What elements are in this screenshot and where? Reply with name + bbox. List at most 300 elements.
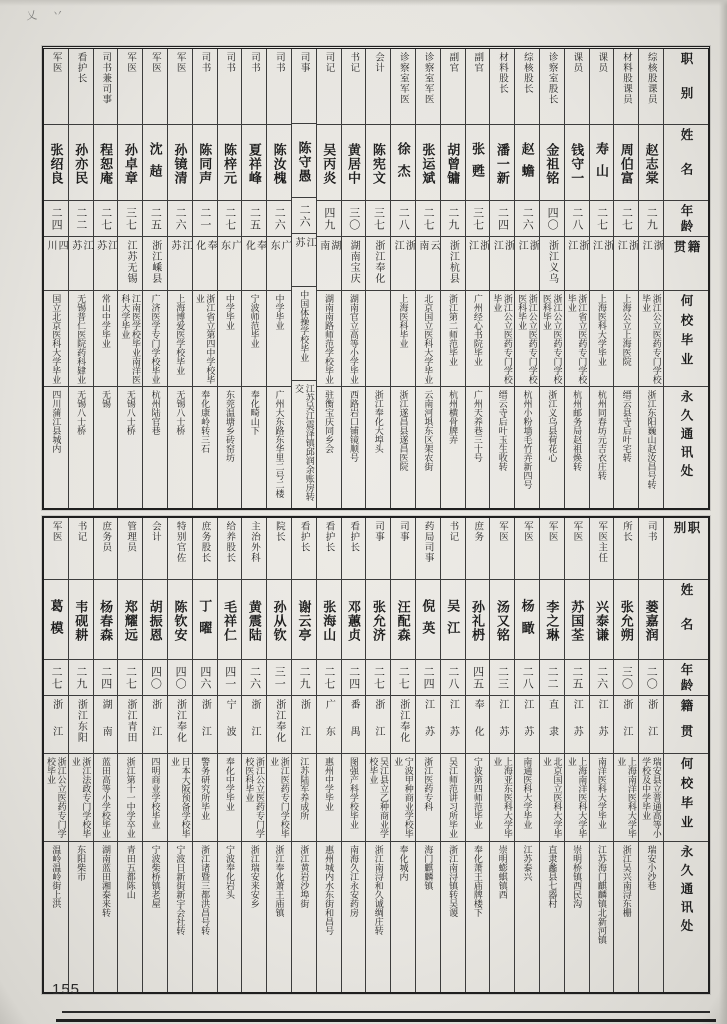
school-text: 上海医科毕业 xyxy=(398,294,409,348)
address-text: 杭州小粉墙毛竹弄新四号 xyxy=(522,390,533,489)
address-text: 无锡八士桥 xyxy=(76,390,87,435)
age-cell xyxy=(292,660,316,696)
job-cell xyxy=(193,49,217,125)
name-text: 赵蟾 xyxy=(519,142,535,186)
origin-cell xyxy=(193,696,217,754)
origin-text: 浙江奉化 xyxy=(273,699,285,743)
age-text: 二七 xyxy=(595,206,608,231)
name-cell xyxy=(168,125,192,201)
age-text: 二二 xyxy=(74,206,87,231)
address-cell xyxy=(466,387,490,508)
school-cell xyxy=(193,754,217,842)
school-text: 湖南南路师范学校毕业 xyxy=(324,294,335,384)
school-cell xyxy=(540,754,564,842)
address-cell xyxy=(94,842,118,992)
school-text: 浙江公立医药专门学校医科毕业 xyxy=(244,757,265,838)
age-text: 四五 xyxy=(471,665,484,690)
name-cell xyxy=(267,125,291,201)
school-cell xyxy=(614,754,638,842)
address-text: 驻衡宝庆同乡会 xyxy=(324,390,335,453)
school-text: 图强产科学校毕业 xyxy=(348,757,359,829)
address-cell xyxy=(515,387,539,508)
job-text: 会计 xyxy=(373,52,385,73)
origin-text: 广东 xyxy=(323,699,335,753)
address-cell xyxy=(416,842,440,992)
origin-cell xyxy=(366,696,390,754)
school-text: 瑞安县立普通高等小学校及中学毕业 xyxy=(641,757,662,838)
age-cell xyxy=(490,660,514,696)
row-label-text: 职别 xyxy=(679,52,693,121)
age-text: 三七 xyxy=(124,206,137,231)
person-column xyxy=(168,518,193,992)
name-text: 韦砚耕 xyxy=(73,600,89,642)
origin-cell xyxy=(540,696,564,754)
school-cell xyxy=(69,291,93,387)
row-label-age xyxy=(664,660,708,696)
address-text: 直隶蠡县七器村 xyxy=(547,845,558,908)
person-column xyxy=(44,518,69,992)
address-text: 奉化康岭转三石 xyxy=(200,390,211,453)
school-text: 南洋医科大学毕业 xyxy=(596,757,607,829)
person-column xyxy=(590,49,615,508)
age-text: 二七 xyxy=(372,665,385,690)
origin-cell xyxy=(168,696,192,754)
school-text: 北京国立医科大学毕业 xyxy=(423,294,434,384)
age-cell xyxy=(540,660,564,696)
origin-text: 浙江杭县 xyxy=(447,240,459,284)
name-cell xyxy=(441,125,465,201)
age-cell xyxy=(143,201,167,237)
name-cell xyxy=(590,580,614,660)
name-text: 吴丙炎 xyxy=(321,143,337,185)
address-cell xyxy=(242,387,266,508)
name-cell xyxy=(69,125,93,201)
name-cell xyxy=(614,125,638,201)
address-cell xyxy=(540,387,564,508)
job-text: 军医 xyxy=(125,52,137,73)
origin-text: 浙江东阳 xyxy=(75,699,87,743)
school-cell xyxy=(366,291,390,387)
address-text: 奉化畸山下 xyxy=(249,390,260,435)
age-text: 二一 xyxy=(198,206,211,231)
name-text: 胡曾镛 xyxy=(445,143,461,185)
age-text: 二七 xyxy=(124,665,137,690)
origin-cell xyxy=(441,696,465,754)
school-text: 湖南官立高等小学毕业 xyxy=(348,294,359,384)
name-text: 金祖铭 xyxy=(544,143,560,185)
address-cell xyxy=(317,842,341,992)
job-cell xyxy=(490,518,514,580)
age-text: 二八 xyxy=(570,206,583,231)
school-cell xyxy=(639,291,663,387)
address-cell xyxy=(441,387,465,508)
school-text: 中国体操学校毕业 xyxy=(299,289,310,362)
job-cell xyxy=(44,518,68,580)
name-text: 杨瞰 xyxy=(519,599,535,643)
age-text: 三七 xyxy=(471,206,484,231)
origin-text: 云南 xyxy=(416,240,440,267)
origin-cell xyxy=(441,237,465,291)
name-cell xyxy=(94,125,118,201)
address-text: 惠州城内水东街和昌号 xyxy=(324,845,335,935)
origin-cell xyxy=(168,237,192,291)
job-text: 副官 xyxy=(472,52,484,73)
address-text: 无锡八士桥 xyxy=(125,390,136,435)
name-text: 钱守一 xyxy=(569,143,585,185)
origin-text: 浙江奉化 xyxy=(174,699,186,743)
school-text: 吴江县立乙种商业学校毕业 xyxy=(368,757,389,838)
job-cell xyxy=(515,49,539,125)
origin-cell xyxy=(44,237,68,291)
address-text: 宁波柴桥镇老屋 xyxy=(150,845,161,908)
school-cell xyxy=(242,754,266,842)
name-cell xyxy=(143,580,167,660)
school-cell xyxy=(416,291,440,387)
name-cell xyxy=(218,580,242,660)
name-text: 孙从钦 xyxy=(271,600,287,642)
origin-cell xyxy=(490,696,514,754)
school-cell xyxy=(342,754,366,842)
person-column xyxy=(342,49,367,508)
address-cell xyxy=(590,387,614,508)
origin-cell xyxy=(218,696,242,754)
school-cell xyxy=(590,754,614,842)
school-text: 广济医学专门学校毕业 xyxy=(150,294,161,384)
name-cell xyxy=(242,580,266,660)
school-text: 浙江公立医药专门学校医科毕业 xyxy=(517,294,538,384)
school-cell xyxy=(118,291,142,387)
school-text: 上海南洋医科大学毕业 xyxy=(616,757,637,838)
age-text: 三一 xyxy=(273,665,286,690)
job-text: 主治外科 xyxy=(249,521,261,563)
name-text: 赵志棠 xyxy=(643,143,659,185)
school-text: 上海博爱医学校毕业 xyxy=(175,294,186,375)
school-cell xyxy=(590,291,614,387)
address-text: 东莞温塘乡砖窑坊 xyxy=(224,390,235,462)
school-text: 四明商业学校毕业 xyxy=(150,757,161,829)
job-cell xyxy=(590,49,614,125)
address-text: 浙江南浔和久诚绸庄转 xyxy=(373,845,384,935)
name-text: 潘一新 xyxy=(494,143,510,185)
address-text: 崇明桥镇西民沟 xyxy=(572,845,583,908)
age-text: 二七 xyxy=(620,206,633,231)
job-cell xyxy=(69,518,93,580)
job-cell xyxy=(639,49,663,125)
name-cell xyxy=(540,580,564,660)
origin-text: 浙江 xyxy=(199,699,211,753)
address-text: 广州天养巷三十号 xyxy=(472,390,483,462)
age-cell xyxy=(242,201,266,237)
person-column xyxy=(416,518,441,992)
job-text: 书记 xyxy=(447,521,459,542)
school-cell xyxy=(515,291,539,387)
name-text: 张允济 xyxy=(370,600,386,642)
address-text: 江苏海门麒麟镇北新河镇 xyxy=(596,845,607,944)
name-cell xyxy=(317,125,341,201)
person-column xyxy=(515,49,540,508)
address-cell xyxy=(143,842,167,992)
address-text: 浙江遂昌县遂昌医院 xyxy=(398,390,409,471)
origin-text: 江苏 xyxy=(571,699,583,753)
age-cell xyxy=(366,201,390,237)
age-text: 二七 xyxy=(422,206,435,231)
address-cell xyxy=(44,842,68,992)
school-cell xyxy=(94,291,118,387)
address-text: 温岭温岭街上洪 xyxy=(51,845,62,908)
job-cell xyxy=(168,518,192,580)
address-cell xyxy=(590,842,614,992)
name-cell xyxy=(193,125,217,201)
name-cell xyxy=(342,125,366,201)
person-column xyxy=(639,49,664,508)
scan-edge-shadow-top xyxy=(0,0,727,6)
school-text: 浙江医药专科 xyxy=(423,757,434,811)
origin-cell xyxy=(416,696,440,754)
address-cell xyxy=(69,842,93,992)
person-column xyxy=(69,49,94,508)
row-label-origin xyxy=(664,696,708,754)
address-cell xyxy=(317,387,341,508)
row-label-text: 姓名 xyxy=(679,128,693,197)
age-cell xyxy=(441,660,465,696)
row-label-text: 年龄 xyxy=(679,663,693,694)
name-text: 孙卓章 xyxy=(122,143,138,185)
origin-cell xyxy=(391,237,415,291)
age-cell xyxy=(366,660,390,696)
age-cell xyxy=(69,201,93,237)
origin-cell xyxy=(317,696,341,754)
school-text: 宁波师范毕业 xyxy=(249,294,260,348)
address-text: 江苏泰兴 xyxy=(522,845,533,881)
job-text: 课员 xyxy=(596,52,608,73)
age-text: 二六 xyxy=(298,203,311,228)
address-cell xyxy=(267,842,291,992)
origin-text: 江苏 xyxy=(447,699,459,753)
name-cell xyxy=(366,125,390,201)
school-text: 浙江省立第四中学校毕业 xyxy=(194,294,216,384)
age-cell xyxy=(565,660,589,696)
person-column xyxy=(267,518,292,992)
name-cell xyxy=(639,125,663,201)
row-label-name xyxy=(664,125,708,201)
school-cell xyxy=(118,754,142,842)
school-cell xyxy=(44,754,68,842)
address-cell xyxy=(441,842,465,992)
origin-text: 奉化 xyxy=(472,699,484,753)
school-text: 浙江医药专门学校毕业 xyxy=(269,757,290,838)
origin-cell xyxy=(342,237,366,291)
name-text: 陈宪文 xyxy=(370,143,386,185)
job-cell xyxy=(639,518,663,580)
job-text: 院长 xyxy=(273,521,285,542)
origin-text: 湖南 xyxy=(317,240,340,267)
school-text: 浙江公立医药专门学校毕业 xyxy=(492,294,513,384)
job-text: 司事 xyxy=(298,52,310,73)
name-text: 郑耀远 xyxy=(122,600,138,642)
school-text: 广州经心书院毕业 xyxy=(472,294,483,366)
age-cell xyxy=(441,201,465,237)
row-label-text: 籍贯 xyxy=(679,699,693,750)
address-text: 西路岩口铺镜顺号 xyxy=(348,390,359,462)
next-page-table-edge-line-2 xyxy=(56,1019,716,1022)
name-cell xyxy=(143,125,167,201)
address-text: 南海久江永安药房 xyxy=(348,845,359,917)
row-label-school xyxy=(664,291,708,387)
job-cell xyxy=(366,49,390,125)
name-cell xyxy=(118,125,142,201)
address-cell xyxy=(416,387,440,508)
job-text: 材料股长 xyxy=(497,52,509,94)
job-cell xyxy=(540,518,564,580)
school-cell xyxy=(143,291,167,387)
job-text: 司书 xyxy=(273,52,285,73)
person-column xyxy=(143,49,168,508)
age-text: 二四 xyxy=(422,665,435,690)
school-cell xyxy=(366,754,390,842)
job-cell xyxy=(168,49,192,125)
address-cell xyxy=(342,387,366,508)
job-text: 看护长 xyxy=(75,52,87,84)
address-cell xyxy=(94,387,118,508)
address-text: 浙江东阳巍山赵汝昌号转 xyxy=(646,390,657,489)
page-number: 155 xyxy=(52,981,81,998)
age-text: 二四 xyxy=(50,206,63,231)
school-text: 浙江公立医药专门学校毕业 xyxy=(641,294,662,384)
name-cell xyxy=(490,125,514,201)
school-cell xyxy=(391,291,415,387)
age-cell xyxy=(639,201,663,237)
name-cell xyxy=(366,580,390,660)
origin-cell xyxy=(590,696,614,754)
school-text: 吴江师范讲习所毕业 xyxy=(448,757,459,838)
age-cell xyxy=(614,660,638,696)
address-text: 浙江奉化萧王庙镇 xyxy=(274,845,285,917)
age-cell xyxy=(242,660,266,696)
job-cell xyxy=(193,518,217,580)
name-cell xyxy=(168,580,192,660)
origin-text: 江苏 xyxy=(292,236,316,264)
job-text: 军医 xyxy=(174,52,186,73)
origin-cell xyxy=(565,696,589,754)
age-cell xyxy=(317,201,341,237)
job-cell xyxy=(267,49,291,125)
name-cell xyxy=(242,125,266,201)
person-column xyxy=(366,518,391,992)
person-column xyxy=(366,49,391,508)
age-cell xyxy=(590,201,614,237)
address-text: 宁波奉化岩头 xyxy=(224,845,235,899)
origin-cell xyxy=(143,237,167,291)
job-cell xyxy=(540,49,564,125)
age-cell xyxy=(590,660,614,696)
origin-text: 江苏无锡 xyxy=(124,240,136,284)
address-cell xyxy=(118,842,142,992)
row-label-text: 永久通讯处 xyxy=(679,390,693,483)
school-cell xyxy=(143,754,167,842)
school-cell xyxy=(44,291,68,387)
address-cell xyxy=(614,842,638,992)
address-cell xyxy=(193,387,217,508)
origin-cell xyxy=(515,237,539,291)
address-cell xyxy=(565,842,589,992)
address-cell xyxy=(366,387,390,508)
age-cell xyxy=(44,201,68,237)
school-cell xyxy=(218,291,242,387)
school-cell xyxy=(565,291,589,387)
job-text: 军医 xyxy=(50,52,62,73)
age-text: 二四 xyxy=(99,665,112,690)
age-text: 二七 xyxy=(50,665,63,690)
origin-text: 浙江 xyxy=(491,240,514,267)
job-text: 副官 xyxy=(447,52,459,73)
school-text: 南通医科大学毕业 xyxy=(522,757,533,829)
age-text: 四〇 xyxy=(149,665,162,690)
name-text: 孙镜清 xyxy=(172,143,188,185)
age-text: 二五 xyxy=(149,206,162,231)
row-label-origin xyxy=(664,237,708,291)
job-text: 诊察室军医 xyxy=(422,52,434,105)
job-text: 管理员 xyxy=(125,521,137,553)
address-cell xyxy=(366,842,390,992)
name-cell xyxy=(69,580,93,660)
job-text: 司书 xyxy=(249,52,261,73)
age-cell xyxy=(515,660,539,696)
job-text: 诊察室股长 xyxy=(546,52,558,105)
address-text: 青田五都陈山 xyxy=(125,845,136,899)
origin-text: 浙江 xyxy=(372,699,384,753)
origin-cell xyxy=(94,237,118,291)
name-cell xyxy=(292,580,316,660)
row-label-address xyxy=(664,842,708,992)
address-cell xyxy=(143,387,167,508)
school-cell xyxy=(193,291,217,387)
address-text: 缙云寺后叶玉生收转 xyxy=(497,390,508,471)
job-cell xyxy=(118,49,142,125)
name-text: 毛祥仁 xyxy=(222,600,238,642)
school-cell xyxy=(515,754,539,842)
school-cell xyxy=(168,291,192,387)
origin-cell xyxy=(267,237,291,291)
job-cell xyxy=(242,49,266,125)
origin-text: 浙江 xyxy=(298,699,310,753)
school-cell xyxy=(342,291,366,387)
name-cell xyxy=(565,125,589,201)
school-cell xyxy=(466,291,490,387)
address-cell xyxy=(342,842,366,992)
school-cell xyxy=(416,754,440,842)
job-cell xyxy=(317,518,341,580)
origin-text: 浙江 xyxy=(620,699,632,753)
row-label-job xyxy=(664,49,708,125)
age-text: 二六 xyxy=(521,206,534,231)
job-cell xyxy=(441,49,465,125)
origin-text: 江苏 xyxy=(521,699,533,753)
age-cell xyxy=(218,660,242,696)
name-text: 陈钦安 xyxy=(172,600,188,642)
name-text: 汤又铭 xyxy=(494,600,510,642)
name-text: 寿山 xyxy=(594,142,609,186)
origin-text: 江苏 xyxy=(422,699,434,753)
name-cell xyxy=(416,580,440,660)
origin-text: 江苏 xyxy=(596,699,608,753)
person-column xyxy=(614,49,639,508)
person-column xyxy=(342,518,367,992)
row-label-text: 年龄 xyxy=(679,204,693,235)
address-cell xyxy=(540,842,564,992)
name-cell xyxy=(44,580,68,660)
address-cell xyxy=(69,387,93,508)
origin-cell xyxy=(614,696,638,754)
